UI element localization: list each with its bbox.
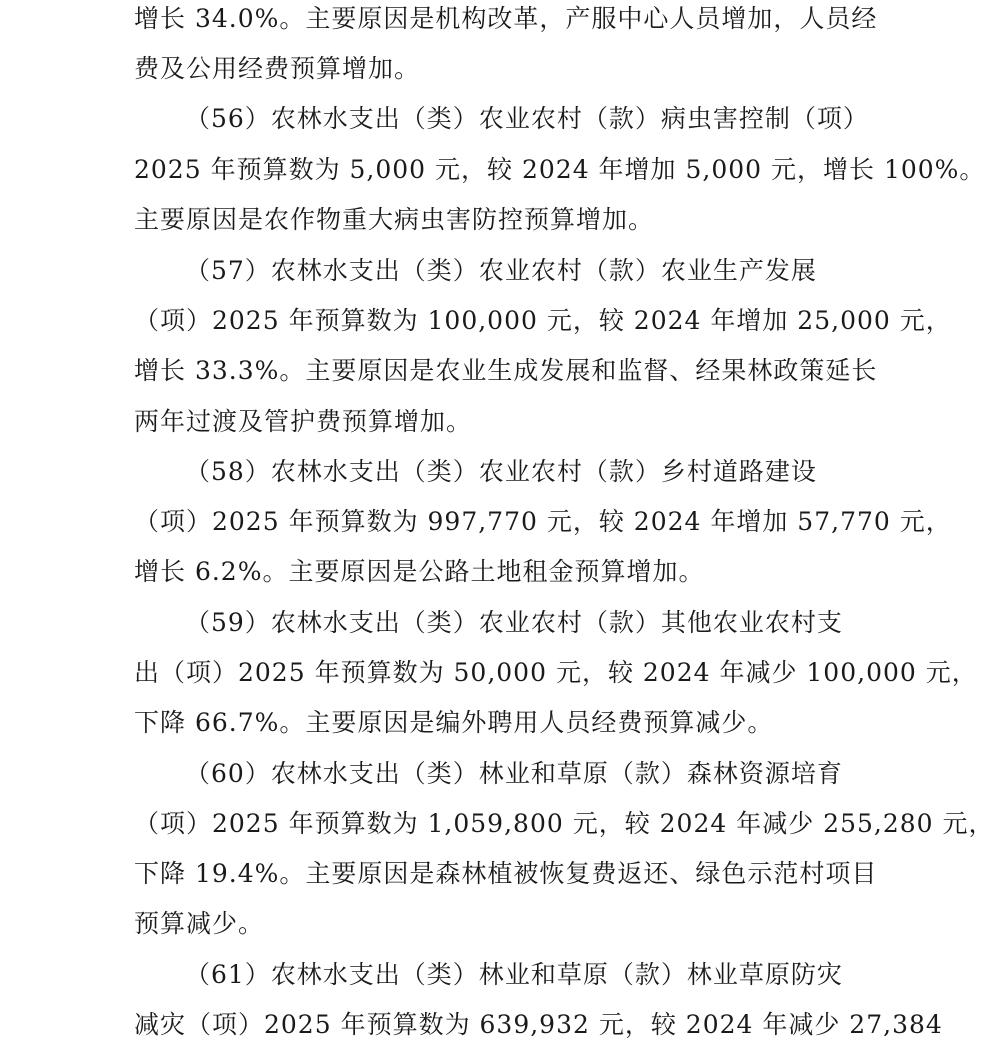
paragraph-61-line-1: （61）农林水支出（类）林业和草原（款）林业草原防灾 — [185, 960, 843, 989]
paragraph-58-line-2: （项）2025 年预算数为 997,770 元，较 2024 年增加 57,770 元， — [134, 507, 952, 536]
paragraph-56-line-3: 主要原因是农作物重大病虫害防控预算增加。 — [134, 205, 655, 234]
paragraph-56-line-2: 2025 年预算数为 5,000 元，较 2024 年增加 5,000 元，增长 100%。 — [134, 155, 986, 184]
paragraph-57-line-1: （57）农林水支出（类）农业农村（款）农业生产发展 — [185, 256, 817, 285]
paragraph-60-line-2: （项）2025 年预算数为 1,059,800 元，较 2024 年减少 255,280 元， — [134, 809, 995, 838]
paragraph-60-line-3: 下降 19.4%。主要原因是森林植被恢复费返还、绿色示范村项目 — [134, 859, 878, 888]
paragraph-59-line-2: 出（项）2025 年预算数为 50,000 元，较 2024 年减少 100,000 元， — [134, 658, 978, 687]
paragraph-61-line-2: 减灾（项）2025 年预算数为 639,932 元，较 2024 年减少 27,384 — [134, 1010, 943, 1039]
paragraph-58-line-1: （58）农林水支出（类）农业农村（款）乡村道路建设 — [185, 457, 817, 486]
paragraph-57-line-3: 增长 33.3%。主要原因是农业生成发展和监督、经果林政策延长 — [134, 356, 878, 385]
paragraph-56-line-1: （56）农林水支出（类）农业农村（款）病虫害控制（项） — [185, 104, 869, 133]
paragraph-57-line-4: 两年过渡及管护费预算增加。 — [134, 407, 473, 436]
paragraph-60-line-1: （60）农林水支出（类）林业和草原（款）森林资源培育 — [185, 759, 843, 788]
paragraph-55-line-2: 增长 34.0%。主要原因是机构改革，产服中心人员增加，人员经 — [134, 4, 878, 33]
paragraph-58-line-3: 增长 6.2%。主要原因是公路土地租金预算增加。 — [134, 557, 705, 586]
paragraph-59-line-3: 下降 66.7%。主要原因是编外聘用人员经费预算减少。 — [134, 708, 774, 737]
paragraph-57-line-2: （项）2025 年预算数为 100,000 元，较 2024 年增加 25,000 元， — [134, 306, 952, 335]
paragraph-60-line-4: 预算减少。 — [134, 909, 265, 938]
paragraph-59-line-1: （59）农林水支出（类）农业农村（款）其他农业农村支 — [185, 608, 843, 637]
paragraph-55-line-3: 费及公用经费预算增加。 — [134, 54, 421, 83]
